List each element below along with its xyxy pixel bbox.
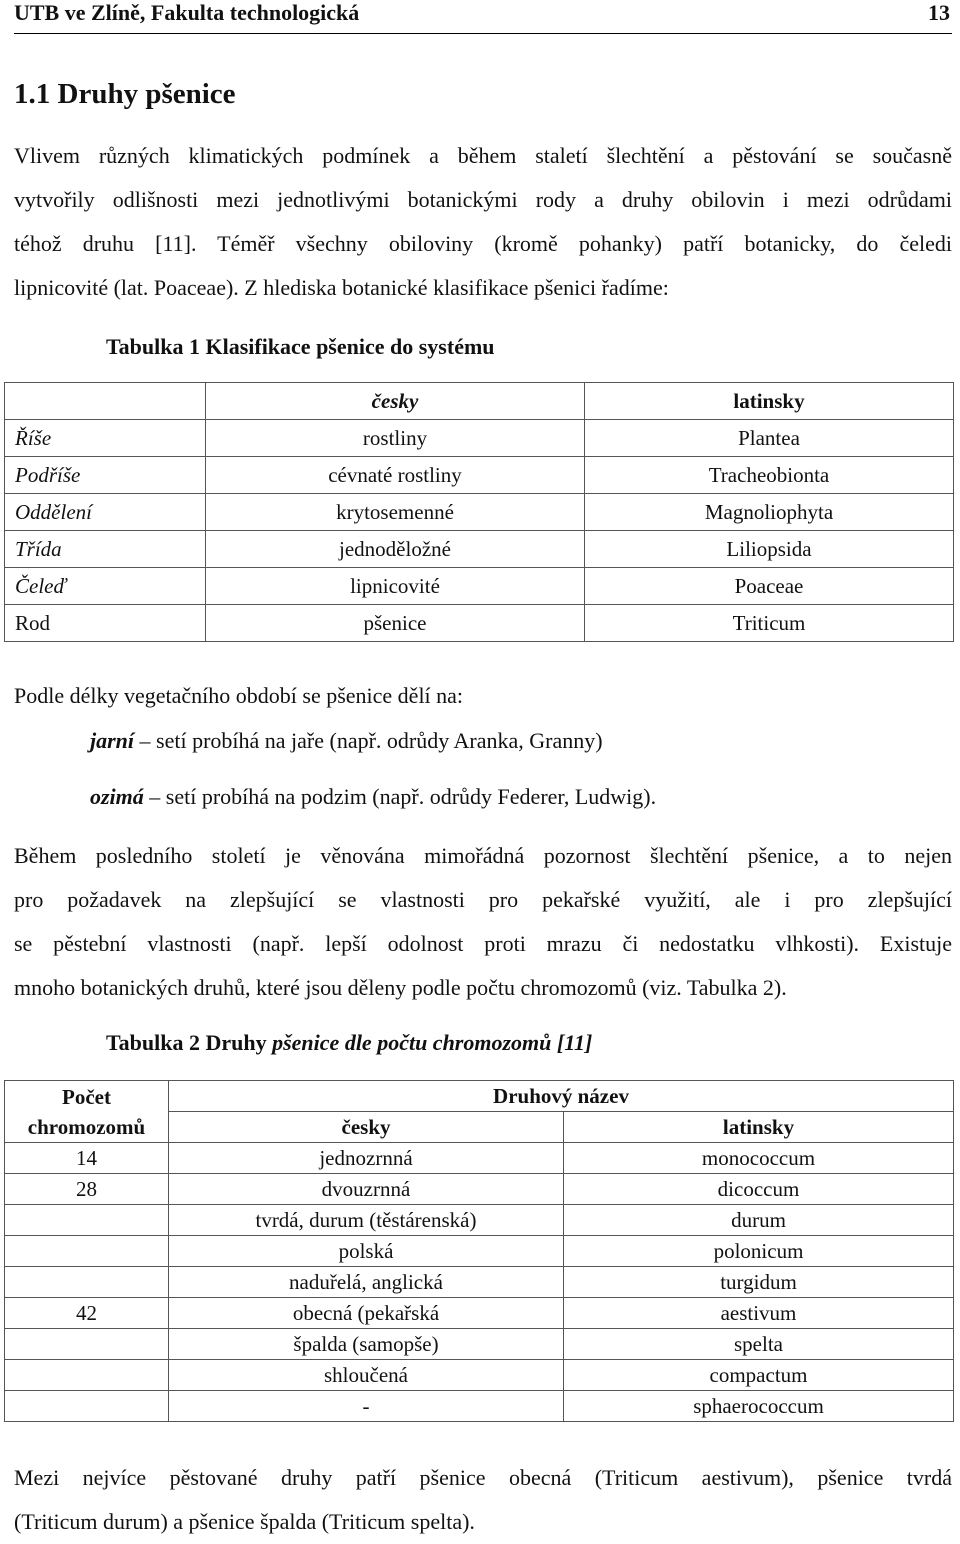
table-row (5, 420, 954, 457)
latin-cell: dicoccum (564, 1174, 954, 1205)
count-cell (5, 1205, 169, 1236)
breeding-line: Během posledního století je věnována mimořádná pozornost šlechtění pšenice, a to nejen (14, 843, 952, 868)
czech-cell: rostliny (206, 420, 585, 457)
intro-line: Vlivem různých klimatických podmínek a během staletí šlechtění a pěstování se současně (14, 143, 952, 168)
rank-cell: Čeleď (5, 568, 206, 605)
latin-cell: Liliopsida (585, 531, 954, 568)
breeding-line: pro požadavek na zlepšující se vlastnosti pro pekařské využití, ale i pro zlepšující (14, 887, 952, 912)
header-latin: latinsky (564, 1112, 954, 1143)
intro-line: téhož druhu [11]. Téměř všechny obiloviny (kromě pohanky) patří botanicky, do čeledi (14, 231, 952, 256)
rank-cell: Říše (5, 420, 206, 457)
latin-cell: Tracheobionta (585, 457, 954, 494)
table-row (5, 1236, 954, 1267)
table-row (5, 1174, 954, 1205)
latin-cell: Magnoliophyta (585, 494, 954, 531)
count-cell: 28 (5, 1174, 169, 1205)
intro-line: vytvořily odlišnosti mezi jednotlivými botanickými rody a druhy obilovin i mezi odrůdami (14, 187, 952, 212)
classification-table (4, 382, 954, 642)
czech-cell: naduřelá, anglická (169, 1267, 564, 1298)
count-cell (5, 1236, 169, 1267)
page-header (14, 0, 952, 34)
count-cell (5, 1391, 169, 1422)
czech-cell: tvrdá, durum (těstárenská) (169, 1205, 564, 1236)
chromosome-table (4, 1080, 954, 1422)
table2-caption (106, 1030, 592, 1056)
table-row (5, 494, 954, 531)
czech-cell: jednoděložné (206, 531, 585, 568)
vegetation-term: jarní (90, 728, 135, 753)
latin-cell: Plantea (585, 420, 954, 457)
count-cell: 14 (5, 1143, 169, 1174)
latin-cell: compactum (564, 1360, 954, 1391)
rank-cell: Podříše (5, 457, 206, 494)
latin-cell: Poaceae (585, 568, 954, 605)
czech-cell: krytosemenné (206, 494, 585, 531)
table-header-cell: latinsky (585, 383, 954, 420)
latin-cell: durum (564, 1205, 954, 1236)
vegetation-text: – setí probíhá na podzim (např. odrůdy Federer, Ludwig). (143, 784, 657, 809)
section-heading: 1.1 Druhy pšenice (14, 78, 236, 110)
table-row (5, 1267, 954, 1298)
table-header-cell: česky (206, 383, 585, 420)
czech-cell: shloučená (169, 1360, 564, 1391)
breeding-line: se pěstební vlastnosti (např. lepší odolnost proti mrazu či nedostatku vlhkosti). Existuje (14, 931, 952, 956)
count-cell (5, 1360, 169, 1391)
czech-cell: cévnaté rostliny (206, 457, 585, 494)
header-page-number: 13 (928, 0, 950, 25)
closing-paragraph (14, 1456, 952, 1544)
intro-line: lipnicovité (lat. Poaceae). Z hlediska botanické klasifikace pšenici řadíme: (14, 275, 669, 300)
count-cell (5, 1329, 169, 1360)
rank-cell: Rod (5, 605, 206, 642)
count-cell: 42 (5, 1298, 169, 1329)
count-cell (5, 1267, 169, 1298)
table-row (5, 1329, 954, 1360)
table2-caption-plain: Tabulka 2 Druhy (106, 1030, 273, 1055)
czech-cell: pšenice (206, 605, 585, 642)
breeding-paragraph (14, 834, 952, 1010)
latin-cell: spelta (564, 1329, 954, 1360)
latin-cell: turgidum (564, 1267, 954, 1298)
header-institution: UTB ve Zlíně, Fakulta technologická (14, 0, 360, 25)
intro-paragraph (14, 134, 952, 310)
table2-caption-italic: pšenice dle počtu chromozomů [11] (272, 1030, 593, 1055)
closing-line: (Triticum durum) a pšenice špalda (Triticum spelta). (14, 1509, 475, 1534)
table-row (5, 1391, 954, 1422)
header-count: Počet chromozomů (5, 1081, 169, 1143)
header-czech: česky (169, 1112, 564, 1143)
table-row (5, 605, 954, 642)
table-header-row (5, 383, 954, 420)
table-row (5, 1205, 954, 1236)
table-row (5, 457, 954, 494)
vegetation-text: – setí probíhá na jaře (např. odrůdy Aranka, Granny) (134, 728, 603, 753)
czech-cell: lipnicovité (206, 568, 585, 605)
vegetation-term: ozimá (90, 784, 144, 809)
table-header-cell (5, 383, 206, 420)
table-row (5, 1143, 954, 1174)
vegetation-intro: Podle délky vegetačního období se pšenice dělí na: (14, 683, 464, 708)
header-group: Druhový název (169, 1081, 954, 1112)
table-row (5, 1298, 954, 1329)
latin-cell: aestivum (564, 1298, 954, 1329)
table1-caption: Tabulka 1 Klasifikace pšenice do systému (106, 334, 495, 359)
czech-cell: jednozrnná (169, 1143, 564, 1174)
latin-cell: monococcum (564, 1143, 954, 1174)
vegetation-item-winter (90, 784, 656, 810)
latin-cell: sphaerococcum (564, 1391, 954, 1422)
table-header-row (5, 1081, 954, 1112)
breeding-line: mnoho botanických druhů, které jsou děleny podle počtu chromozomů (viz. Tabulka 2). (14, 975, 787, 1000)
table-row (5, 531, 954, 568)
vegetation-item-spring (90, 728, 603, 754)
table-row (5, 568, 954, 605)
table-row (5, 1360, 954, 1391)
czech-cell: dvouzrnná (169, 1174, 564, 1205)
closing-line: Mezi nejvíce pěstované druhy patří pšenice obecná (Triticum aestivum), pšenice tvrdá (14, 1465, 952, 1490)
latin-cell: Triticum (585, 605, 954, 642)
czech-cell: - (169, 1391, 564, 1422)
rank-cell: Oddělení (5, 494, 206, 531)
latin-cell: polonicum (564, 1236, 954, 1267)
czech-cell: obecná (pekařská (169, 1298, 564, 1329)
czech-cell: polská (169, 1236, 564, 1267)
czech-cell: špalda (samopše) (169, 1329, 564, 1360)
rank-cell: Třída (5, 531, 206, 568)
